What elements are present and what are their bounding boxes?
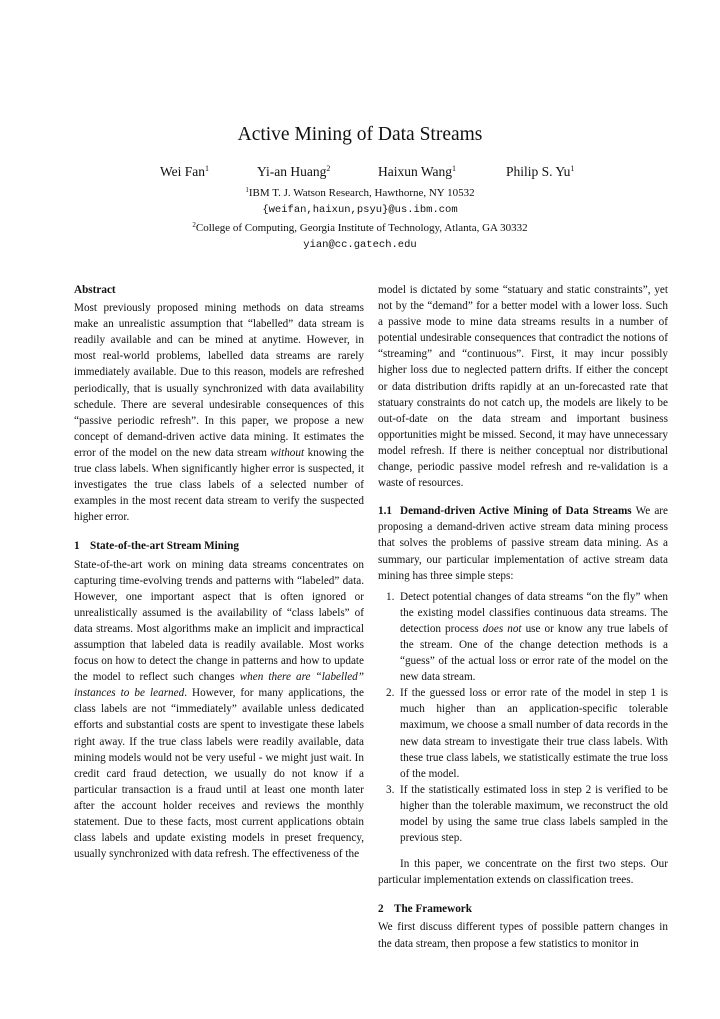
step-list xyxy=(378,589,668,847)
abstract-heading: Abstract xyxy=(74,284,116,296)
paper-title: Active Mining of Data Streams xyxy=(237,124,483,145)
email-1: {weifan,haixun,psyu}@us.ibm.com xyxy=(262,204,458,216)
section-2-text: We first discuss different types of possible pattern changes in the data stream, then propose a few statistics to monitor in xyxy=(378,921,668,950)
section-heading: 2 The Framework xyxy=(378,903,472,916)
abstract-text: Most previously proposed mining methods on data streams make an unrealistic assumption that “labelled” data stream is readily available and can be mined at anytime. However, in most real-world problems, labelled data streams are rarely immediately available. Due to this reason, models are refreshed periodically, that is usually synchronized with data availability schedule. There are several undesirable consequences of this “passive periodic refresh”. In this paper, we propose a new concept of demand-driven active data mining. It estimates the error of the model on the new data stream without knowing the true class labels. When significantly higher error is suspected, it investigates the true class labels of a selected number of examples in the most recent data stream to verify the suspected higher error. xyxy=(74,302,365,524)
affiliation-2: $^2$College of Computing, Georgia Institute of Technology, Atlanta, GA 30332 xyxy=(192,221,528,234)
section-1-text-continued: model is dictated by some “statuary and static constraints”, yet not by the “demand” for a better model with a lower loss. Such a passive mode to mine data streams results in a number of potential undesirable consequences that contradict the notions of “streaming” and “continuous”. First, it may incur possibly higher loss due to neglected pattern drifts. If either the concept or data distribution drifts rapidly at an un-forecasted rate that statuary constraints do not catch up, the models are likely to be out-of-date on the data stream and important business opportunities might be missed. Second, it may have unnecessary model refresh. If there is neither conceptual nor distributional change, periodic passive model refresh and re-validation is a waste of resources. xyxy=(378,284,668,490)
list-item: 3. If the statistically estimated loss in step 2 is verified to be higher than the tolerable maximum, we reconstruct the old model by using the same true class labels sampled in the previous step. xyxy=(386,783,668,845)
author-name: Wei Fan$^1$ xyxy=(160,164,210,179)
paragraph: In this paper, we concentrate on the first two steps. Our particular implementation extends on classification trees. xyxy=(378,858,668,887)
left-column xyxy=(74,282,364,862)
email-2: yian@cc.gatech.edu xyxy=(303,239,417,251)
right-column xyxy=(378,282,668,952)
author-name: Haixun Wang$^1$ xyxy=(378,164,457,179)
list-item: 1. Detect potential changes of data streams “on the fly” when the existing model classifies continuous data streams. The detection process does not use or know any true labels of the stream. One of the change detection methods is a “guess” of the actual loss or error rate of the model on the new data stream. xyxy=(386,590,668,684)
section-heading: 1 State-of-the-art Stream Mining xyxy=(74,540,239,553)
subsection-1-1: 1.1 Demand-driven Active Mining of Data Streams We are proposing a demand-driven active stream data mining process that solves the problems of passive stream data mining. As a summary, our particular implementation of active stream data mining has three simple steps: xyxy=(378,505,668,582)
list-item: 2. If the guessed loss or error rate of the model in step 1 is much higher than an application-specific tolerable maximum, we choose a small number of data records in the new data stream to investigate their true class labels. With these true class labels, we statistically estimate the true loss of the model. xyxy=(386,687,668,780)
affiliation-1: $^1$IBM T. J. Watson Research, Hawthorne, NY 10532 xyxy=(245,186,475,199)
author-name: Yi-an Huang$^2$ xyxy=(257,164,331,179)
author-name: Philip S. Yu$^1$ xyxy=(506,164,575,179)
section-1-text: State-of-the-art work on mining data streams concentrates on capturing time-evolving trends and patterns with “labeled” data. However, one important aspect that is often ignored or unrealistically assumed is the availability of “class labels” of data streams. Most algorithms make an implicit and impractical assumption that labeled data is readily available. Most works focus on how to detect the change in patterns and how to update the model to reflect such changes when there are “labelled” instances to be learned. However, for many applications, the class labels are not “immediately” available unless dedicated efforts and substantial costs are spent to investigate these labels right away. If the true class labels were readily available, data mining models would not be very useful - we might just wait. In credit card fraud detection, we usually do not know if a particular transaction is a fraud until at least one month later after the account holder receives and reviews the monthly statement. Due to these facts, most current applications obtain class labels and update existing models in preset frequency, usually synchronized with data refresh. The effectiveness of the xyxy=(74,558,364,861)
